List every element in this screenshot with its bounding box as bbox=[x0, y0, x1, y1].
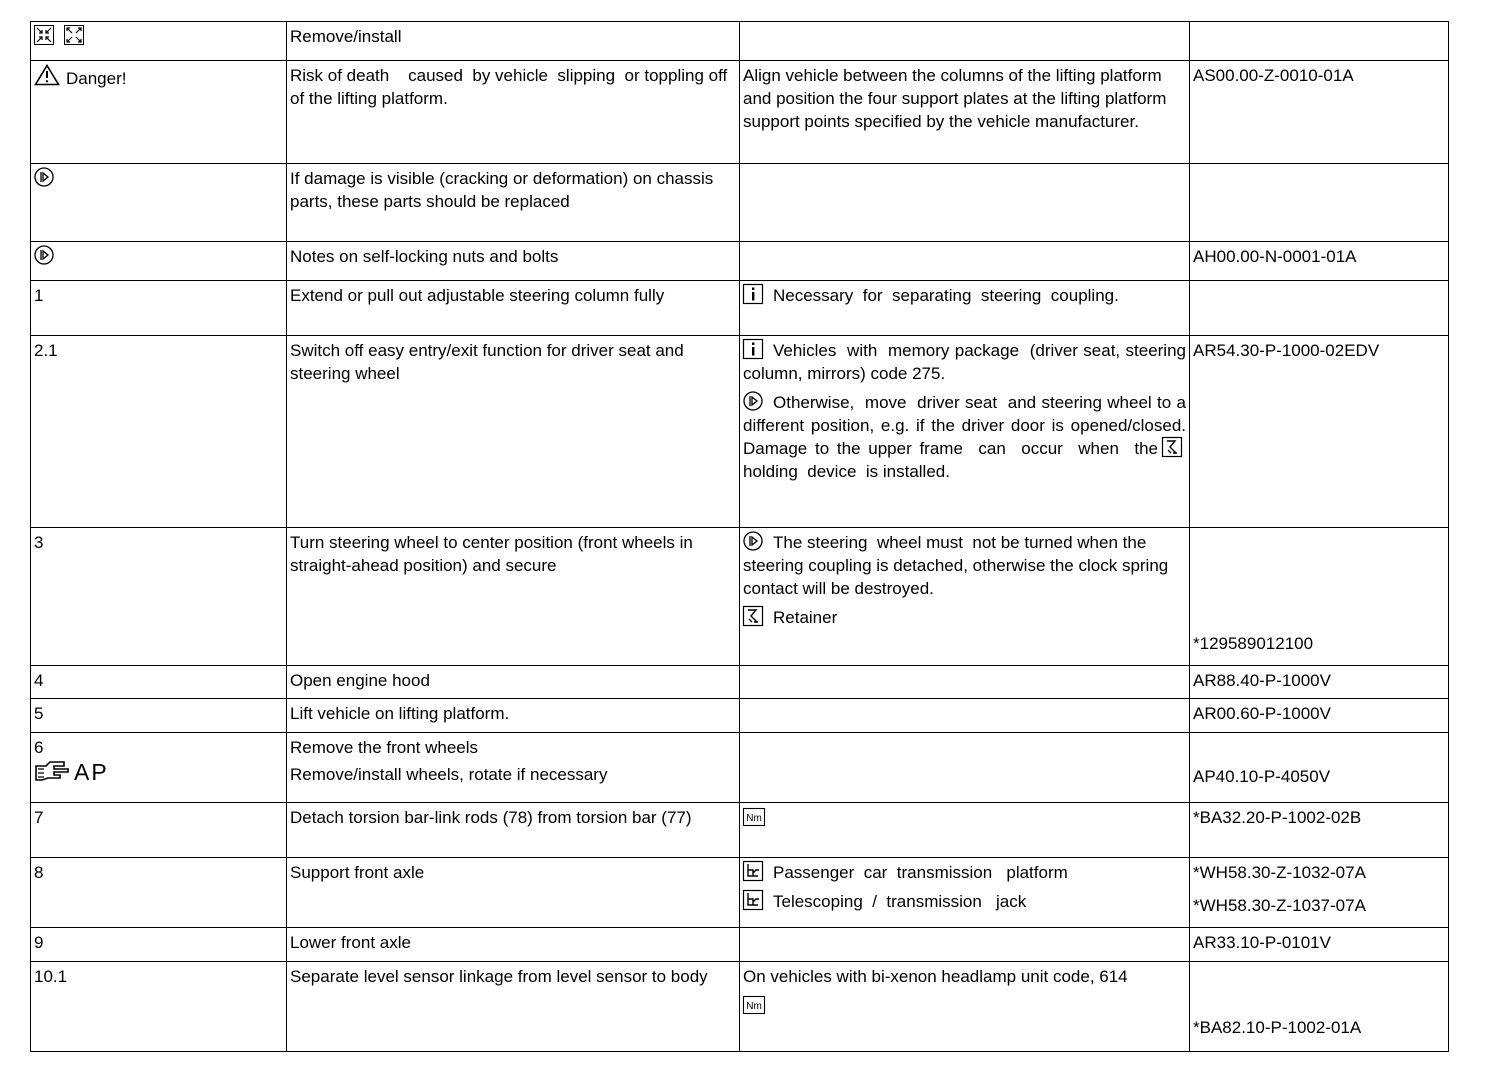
table-row bbox=[31, 928, 1449, 962]
reference-cell[interactable]: AR88.40-P-1000V bbox=[1190, 666, 1449, 699]
note-cell: Necessary for separating steering coupling. bbox=[740, 281, 1190, 336]
torque-nm-icon bbox=[743, 808, 765, 826]
svg-text:Nm: Nm bbox=[746, 813, 762, 824]
symbol-cell bbox=[31, 164, 287, 242]
step-text: Separate level sensor linkage from level sensor to body bbox=[287, 962, 740, 1052]
step-text: Risk of death caused by vehicle slipping or toppling off of the lifting platform. bbox=[287, 61, 740, 164]
reference-cell bbox=[1190, 22, 1449, 61]
note-cell bbox=[740, 803, 1190, 858]
svg-text:Nm: Nm bbox=[746, 1001, 762, 1012]
note-cell bbox=[740, 928, 1190, 962]
special-tool-icon bbox=[743, 606, 763, 626]
step-number: 4 bbox=[31, 666, 287, 699]
install-icon bbox=[64, 25, 84, 45]
info-icon bbox=[743, 284, 763, 304]
pointing-hand-icon bbox=[34, 760, 70, 782]
note-cell bbox=[740, 666, 1190, 699]
reference-cell bbox=[1190, 164, 1449, 242]
step-number: 9 bbox=[31, 928, 287, 962]
symbol-cell bbox=[31, 61, 287, 164]
note-cell bbox=[740, 164, 1190, 242]
step-number: 6 bbox=[34, 738, 44, 757]
step-text: Switch off easy entry/exit function for driver seat and steering wheel bbox=[287, 336, 740, 528]
table-row bbox=[31, 858, 1449, 928]
symbol-cell bbox=[31, 242, 287, 281]
reference-cell bbox=[1190, 281, 1449, 336]
table-row bbox=[31, 61, 1449, 164]
step-number: 1 bbox=[31, 281, 287, 336]
reference-cell[interactable]: *BA82.10-P-1002-01A bbox=[1190, 962, 1449, 1052]
step-number: 7 bbox=[31, 803, 287, 858]
reference-cell[interactable]: AP40.10-P-4050V bbox=[1190, 733, 1449, 803]
symbol-cell bbox=[31, 733, 287, 803]
table-row bbox=[31, 22, 1449, 61]
step-number: 3 bbox=[31, 528, 287, 666]
step-text: Lower front axle bbox=[287, 928, 740, 962]
step-text: If damage is visible (cracking or deformation) on chassis parts, these parts should be replaced bbox=[287, 164, 740, 242]
table-row bbox=[31, 336, 1449, 528]
step-number: 2.1 bbox=[31, 336, 287, 528]
table-row bbox=[31, 242, 1449, 281]
step-number: 8 bbox=[31, 858, 287, 928]
procedure-table bbox=[30, 21, 1449, 1052]
note-cell: Passenger car transmission platform Telescoping / transmission jack bbox=[740, 858, 1190, 928]
reference-cell[interactable]: *BA32.20-P-1002-02B bbox=[1190, 803, 1449, 858]
note-cell bbox=[740, 22, 1190, 61]
note-icon bbox=[34, 167, 54, 187]
step-text: Notes on self-locking nuts and bolts bbox=[287, 242, 740, 281]
table-row bbox=[31, 666, 1449, 699]
note-cell bbox=[740, 242, 1190, 281]
note-cell: On vehicles with bi-xenon headlamp unit code, 614 Nm bbox=[740, 962, 1190, 1052]
reference-cell[interactable]: AR33.10-P-0101V bbox=[1190, 928, 1449, 962]
torque-nm-icon bbox=[743, 996, 765, 1014]
warning-triangle-icon bbox=[34, 64, 60, 86]
note-icon bbox=[743, 391, 763, 411]
step-number: 10.1 bbox=[31, 962, 287, 1052]
workshop-equipment-icon bbox=[743, 861, 763, 881]
step-text: Extend or pull out adjustable steering column fully bbox=[287, 281, 740, 336]
step-text: Turn steering wheel to center position (front wheels in straight-ahead position) and secure bbox=[287, 528, 740, 666]
ap-reference: AP bbox=[34, 760, 283, 784]
workshop-equipment-icon bbox=[743, 890, 763, 910]
step-text: Open engine hood bbox=[287, 666, 740, 699]
reference-cell[interactable]: *129589012100 bbox=[1190, 528, 1449, 666]
table-row bbox=[31, 281, 1449, 336]
table-row bbox=[31, 803, 1449, 858]
note-cell: Align vehicle between the columns of the lifting platform and position the four support plates at the lifting platform support points specified by the vehicle manufacturer. bbox=[740, 61, 1190, 164]
table-row bbox=[31, 164, 1449, 242]
note-cell: Vehicles with memory package (driver seat, steering column, mirrors) code 275. Otherwise, move driver seat and steering wheel to a different position, e.g. if the driver door is opened/closed. Damage to the upper frame can occur when the holding device is installed. bbox=[740, 336, 1190, 528]
step-number: 5 bbox=[31, 699, 287, 733]
step-text: Remove/install bbox=[287, 22, 740, 61]
reference-cell[interactable]: AR00.60-P-1000V bbox=[1190, 699, 1449, 733]
note-cell bbox=[740, 699, 1190, 733]
reference-cell[interactable]: AS00.00-Z-0010-01A bbox=[1190, 61, 1449, 164]
step-text: Remove the front wheels Remove/install wheels, rotate if necessary bbox=[287, 733, 740, 803]
table-row bbox=[31, 962, 1449, 1052]
note-icon bbox=[34, 245, 54, 265]
danger-label: Danger! bbox=[66, 69, 127, 88]
note-icon bbox=[743, 531, 763, 551]
step-text: Lift vehicle on lifting platform. bbox=[287, 699, 740, 733]
step-text: Support front axle bbox=[287, 858, 740, 928]
special-tool-icon bbox=[1162, 437, 1182, 457]
symbol-cell bbox=[31, 22, 287, 61]
reference-cell[interactable]: *WH58.30-Z-1032-07A *WH58.30-Z-1037-07A bbox=[1190, 858, 1449, 928]
table-row bbox=[31, 733, 1449, 803]
note-cell: The steering wheel must not be turned when the steering coupling is detached, otherwise the clock spring contact will be destroyed. Retainer bbox=[740, 528, 1190, 666]
table-row bbox=[31, 528, 1449, 666]
reference-cell[interactable]: AR54.30-P-1000-02EDV bbox=[1190, 336, 1449, 528]
reference-cell[interactable]: AH00.00-N-0001-01A bbox=[1190, 242, 1449, 281]
note-cell bbox=[740, 733, 1190, 803]
step-text: Detach torsion bar-link rods (78) from torsion bar (77) bbox=[287, 803, 740, 858]
table-row bbox=[31, 699, 1449, 733]
info-icon bbox=[743, 339, 763, 359]
remove-icon bbox=[34, 25, 54, 45]
